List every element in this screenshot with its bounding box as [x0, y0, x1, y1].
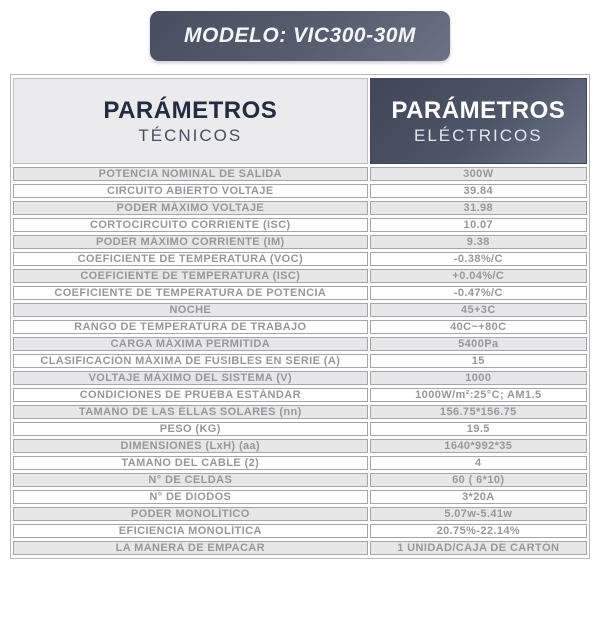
param-value: 3*20A: [370, 490, 587, 504]
table-row: [13, 218, 587, 232]
table-row: [13, 303, 587, 317]
param-label: CLASIFICACIÓN MÁXIMA DE FUSIBLES EN SERIE (A): [13, 354, 368, 368]
param-value: 15: [370, 354, 587, 368]
param-value: 5400Pa: [370, 337, 587, 351]
table-row: [13, 354, 587, 368]
table-row: [13, 252, 587, 266]
header-technical-subtitle: TÉCNICOS: [138, 125, 243, 145]
param-label: TAMAÑO DEL CABLE (2): [13, 456, 368, 470]
param-label: COEFICIENTE DE TEMPERATURA DE POTENCIA: [13, 286, 368, 300]
param-label: TAMAÑO DE LAS ÉLLAS SOLARES (nn): [13, 405, 368, 419]
table-row: [13, 405, 587, 419]
param-value: -0.47%/C: [370, 286, 587, 300]
table-row: [13, 541, 587, 555]
param-value: 156.75*156.75: [370, 405, 587, 419]
param-label: COEFICIENTE DE TEMPERATURA (ISC): [13, 269, 368, 283]
param-label: CONDICIONES DE PRUEBA ESTÁNDAR: [13, 388, 368, 402]
table-row: [13, 456, 587, 470]
param-value: 19.5: [370, 422, 587, 436]
param-value: 4: [370, 456, 587, 470]
param-label: N° DE DIODOS: [13, 490, 368, 504]
param-label: NOCHE: [13, 303, 368, 317]
param-label: RANGO DE TEMPERATURA DE TRABAJO: [13, 320, 368, 334]
table-row: [13, 507, 587, 521]
header-technical-params: [13, 78, 368, 164]
param-label: PODER MÁXIMO VOLTAJE: [13, 201, 368, 215]
table-row: [13, 388, 587, 402]
table-row: [13, 184, 587, 198]
param-value: 1000W/m²:25°C; AM1.5: [370, 388, 587, 402]
table-row: [13, 235, 587, 249]
param-label: CIRCUITO ABIERTO VOLTAJE: [13, 184, 368, 198]
table-row: [13, 269, 587, 283]
param-value: 39.84: [370, 184, 587, 198]
param-value: -0.38%/C: [370, 252, 587, 266]
param-value: 45+3C: [370, 303, 587, 317]
header-electrical-title: PARÁMETROS: [391, 96, 566, 124]
param-label: LA MANERA DE EMPACAR: [13, 541, 368, 555]
table-row: [13, 490, 587, 504]
spec-table-body: [13, 167, 587, 555]
table-row: [13, 337, 587, 351]
table-row: [13, 439, 587, 453]
param-label: DIMENSIONES (LxH) (aa): [13, 439, 368, 453]
spec-table-grid: [11, 75, 589, 558]
param-value: 31.98: [370, 201, 587, 215]
header-electrical-subtitle: ELÉCTRICOS: [413, 125, 543, 145]
table-row: [13, 371, 587, 385]
param-label: POTENCIA NOMINAL DE SALIDA: [13, 167, 368, 181]
header-technical-title: PARÁMETROS: [103, 96, 278, 124]
spec-table: [10, 74, 590, 559]
param-value: 60 ( 6*10): [370, 473, 587, 487]
model-badge-label: MODELO: VIC300-30M: [184, 24, 416, 47]
param-label: PESO (KG): [13, 422, 368, 436]
param-label: EFICIENCIA MONOLÍTICA: [13, 524, 368, 538]
param-value: 1640*992*35: [370, 439, 587, 453]
param-label: CORTOCIRCUITO CORRIENTE (ISC): [13, 218, 368, 232]
table-row: [13, 320, 587, 334]
param-label: N° DE CELDAS: [13, 473, 368, 487]
spec-table-header: [13, 78, 587, 164]
param-label: VOLTAJE MÁXIMO DEL SISTEMA (V): [13, 371, 368, 385]
param-value: +0.04%/C: [370, 269, 587, 283]
param-value: 1000: [370, 371, 587, 385]
param-value: 1 UNIDAD/CAJA DE CARTÓN: [370, 541, 587, 555]
table-row: [13, 422, 587, 436]
param-label: CARGA MÁXIMA PERMITIDA: [13, 337, 368, 351]
param-label: PODER MÁXIMO CORRIENTE (IM): [13, 235, 368, 249]
param-value: 300W: [370, 167, 587, 181]
param-value: 40C~+80C: [370, 320, 587, 334]
table-row: [13, 286, 587, 300]
table-row: [13, 473, 587, 487]
param-label: COEFICIENTE DE TEMPERATURA (VOC): [13, 252, 368, 266]
model-badge: [150, 11, 450, 61]
table-row: [13, 201, 587, 215]
table-row: [13, 167, 587, 181]
param-value: 10.07: [370, 218, 587, 232]
header-electrical-params: [370, 78, 587, 164]
param-label: PODER MONOLÍTICO: [13, 507, 368, 521]
table-row: [13, 524, 587, 538]
param-value: 5.07w-5.41w: [370, 507, 587, 521]
param-value: 9.38: [370, 235, 587, 249]
param-value: 20.75%-22.14%: [370, 524, 587, 538]
